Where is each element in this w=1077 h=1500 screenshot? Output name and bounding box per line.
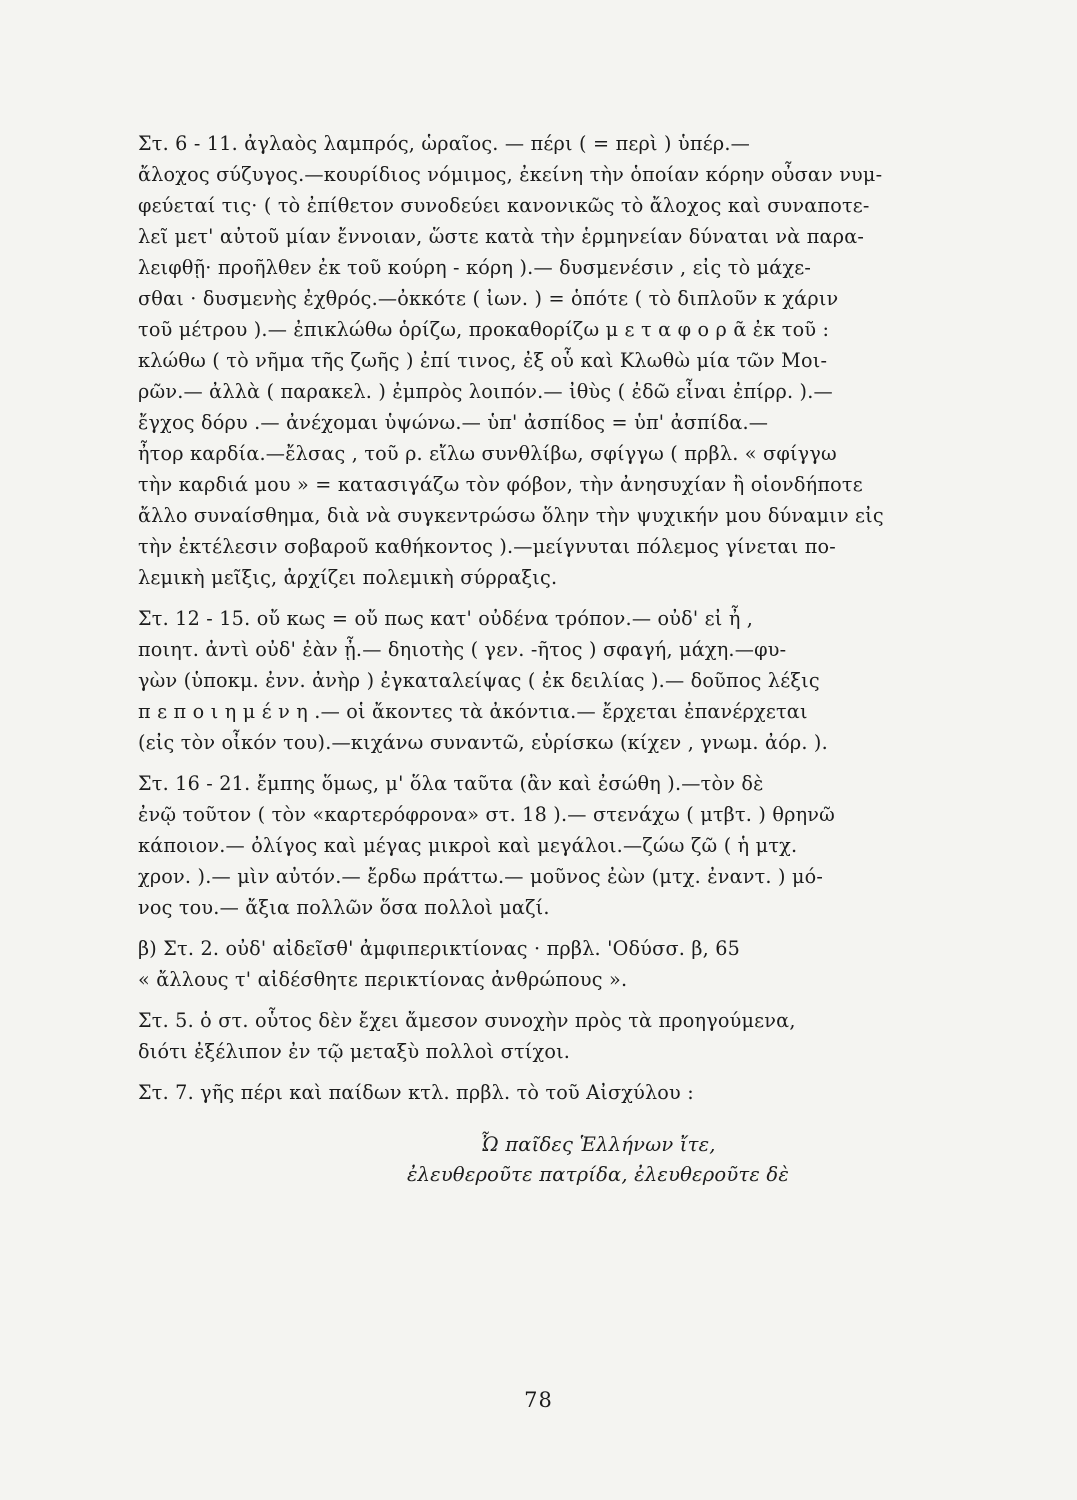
text-line: Στ. 7. γῆς πέρι καὶ παίδων κτλ. πρβλ. τὸ τοῦ Αἰσχύλου : <box>138 1081 694 1104</box>
text-line: « ἄλλους τ' αἰδέσθητε περικτίονας ἀνθρώπους ». <box>138 968 628 991</box>
text-line: τὴν καρδιά μου » = κατασιγάζω τὸν φόβον, τὴν ἀνησυχίαν ἢ οἱονδήποτε <box>138 473 863 496</box>
text-line: φεύεταί τις· ( τὸ ἐπίθετον συνοδεύει κανονικῶς τὸ ἄλοχος καὶ συναποτε- <box>138 194 870 217</box>
paragraph-verses-6-11 <box>138 128 998 593</box>
text-line: σθαι · δυσμενὴς ἐχθρός.—ὀκκότε ( ἰων. ) = ὁπότε ( τὸ διπλοῦν κ χάριν <box>138 287 839 310</box>
paragraph-verse-5 <box>138 1005 998 1067</box>
text-line: λεμικὴ μεῖξις, ἀρχίζει πολεμικὴ σύρραξις. <box>138 566 558 589</box>
text-line: λεῖ μετ' αὐτοῦ μίαν ἔννοιαν, ὥστε κατὰ τὴν ἑρμηνείαν δύναται νὰ παρα- <box>138 225 865 248</box>
text-line: λειφθῇ· προῆλθεν ἐκ τοῦ κούρη - κόρη ).— δυσμενέσιν , εἰς τὸ μάχε- <box>138 256 812 279</box>
text-line: Στ. 5. ὁ στ. οὗτος δὲν ἔχει ἄμεσον συνοχὴν πρὸς τὰ προηγούμενα, <box>138 1009 796 1032</box>
text-line: (εἰς τὸν οἶκόν του).—κιχάνω συναντῶ, εὑρίσκω (κίχεν , γνωμ. ἀόρ. ). <box>138 731 828 754</box>
paragraph-verses-12-15 <box>138 603 998 758</box>
paragraph-b-verse-2 <box>138 933 998 995</box>
text-line: κλώθω ( τὸ νῆμα τῆς ζωῆς ) ἐπί τινος, ἐξ οὗ καὶ Κλωθὼ μία τῶν Μοι- <box>138 349 828 372</box>
text-line: τὴν ἐκτέλεσιν σοβαροῦ καθήκοντος ).—μείγνυται πόλεμος γίνεται πο- <box>138 535 836 558</box>
text-line: Στ. 12 - 15. οὔ κως = οὔ πως κατ' οὐδένα τρόπον.— οὐδ' εἰ ἦ , <box>138 607 754 630</box>
text-line: χρον. ).— μὶν αὐτόν.— ἔρδω πράττω.— μοῦνος ἐὼν (μτχ. ἐναντ. ) μό- <box>138 865 824 888</box>
page-body <box>138 128 998 1190</box>
text-line: τοῦ μέτρου ).— ἐπικλώθω ὁρίζω, προκαθορίζω μ ε τ α φ ο ρ ᾶ ἐκ τοῦ : <box>138 318 830 341</box>
paragraph-verses-16-21 <box>138 768 998 923</box>
paragraph-verse-7 <box>138 1077 998 1108</box>
text-line: διότι ἐξέλιπον ἐν τῷ μεταξὺ πολλοὶ στίχοι. <box>138 1040 571 1063</box>
text-line: νος του.— ἄξια πολλῶν ὅσα πολλοὶ μαζί. <box>138 896 550 919</box>
text-line: γὼν (ὑποκμ. ἐνν. ἀνὴρ ) ἐγκαταλείψας ( ἐκ δειλίας ).— δοῦπος λέξις <box>138 669 820 692</box>
text-line: ἄλοχος σύζυγος.—κουρίδιος νόμιμος, ἐκείνη τὴν ὁποίαν κόρην οὖσαν νυμ- <box>138 163 883 186</box>
text-line: Στ. 6 - 11. ἀγλαὸς λαμπρός, ὡραῖος. — πέρι ( = περὶ ) ὑπέρ.— <box>138 132 751 155</box>
text-line: Στ. 16 - 21. ἔμπης ὅμως, μ' ὅλα ταῦτα (ἂν καὶ ἐσώθη ).—τὸν δὲ <box>138 772 764 795</box>
page-number: 78 <box>524 1388 553 1412</box>
text-line: ποιητ. ἀντὶ οὐδ' ἐὰν ᾖ.— δηιοτὴς ( γεν. -ῆτος ) σφαγή, μάχη.—φυ- <box>138 638 787 661</box>
text-line: ἄλλο συναίσθημα, διὰ νὰ συγκεντρώσω ὅλην τὴν ψυχικήν μου δύναμιν εἰς <box>138 504 884 527</box>
text-line: ἐνῷ τοῦτον ( τὸν «καρτερόφρονα» στ. 18 ).— στενάχω ( μτβτ. ) θρηνῶ <box>138 803 836 826</box>
text-line: ἔγχος δόρυ .— ἀνέχομαι ὑψώνω.— ὑπ' ἀσπίδος = ὑπ' ἀσπίδα.— <box>138 411 769 434</box>
text-line: π ε π ο ι η μ έ ν η .— οἱ ἄκοντες τὰ ἀκόντια.— ἔρχεται ἐπανέρχεται <box>138 700 808 723</box>
text-line: ἦτορ καρδία.—ἔλσας , τοῦ ρ. εἴλω συνθλίβω, σφίγγω ( πρβλ. « σφίγγω <box>138 442 837 465</box>
quoted-verse <box>138 1130 998 1190</box>
verse-line: ἐλευθεροῦτε πατρίδα, ἐλευθεροῦτε δὲ <box>406 1163 790 1186</box>
text-line: κάποιον.— ὀλίγος καὶ μέγας μικροὶ καὶ μεγάλοι.—ζώω ζῶ ( ἡ μτχ. <box>138 834 798 857</box>
text-line: ρῶν.— ἀλλὰ ( παρακελ. ) ἐμπρὸς λοιπόν.— ἰθὺς ( ἐδῶ εἶναι ἐπίρρ. ).— <box>138 380 833 403</box>
verse-line: Ὦ παῖδες Ἑλλήνων ἴτε, <box>480 1133 716 1156</box>
text-line: β) Στ. 2. οὐδ' αἰδεῖσθ' ἀμφιπερικτίονας · πρβλ. 'Οδύσσ. β, 65 <box>138 937 741 960</box>
